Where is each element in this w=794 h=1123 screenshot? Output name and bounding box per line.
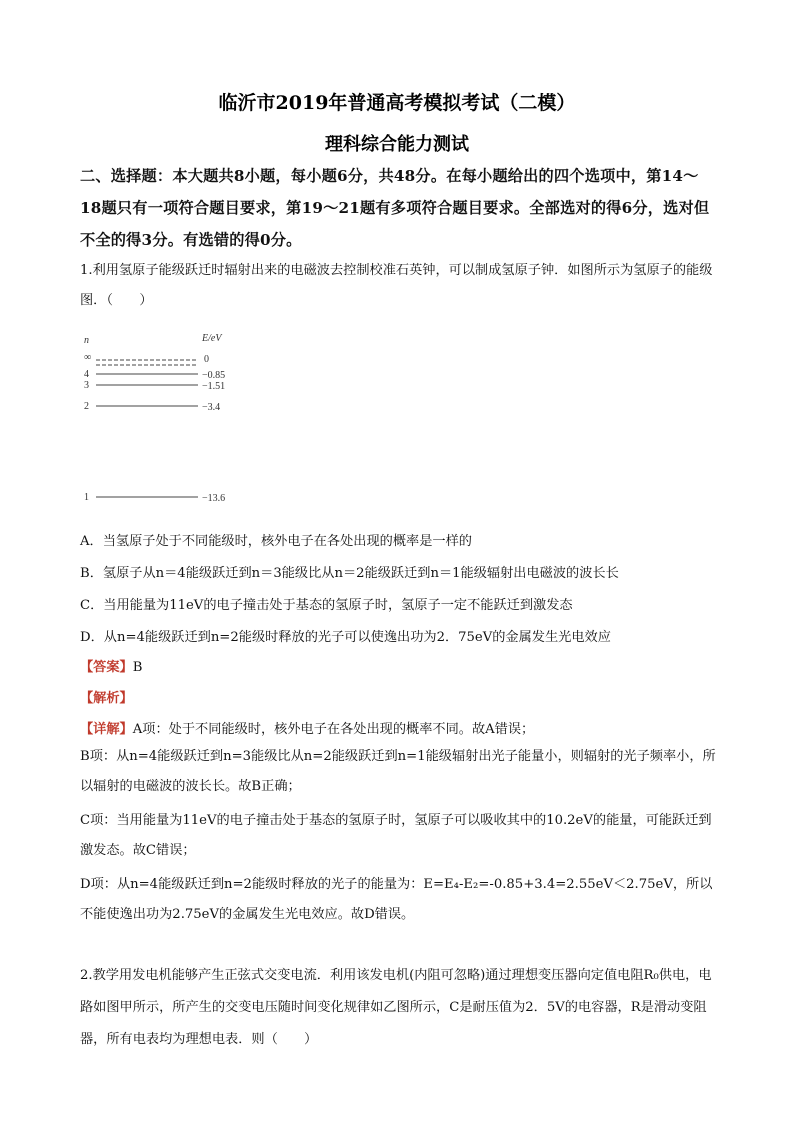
option-b: B．氢原子从n＝4能级跃迁到n＝3能级比从n＝2能级跃迁到n＝1能级辐射出电磁波的波长长 (80, 566, 619, 581)
analysis-line (80, 687, 133, 706)
answer-line (80, 656, 142, 675)
question-2-stem: 2.教学用发电机能够产生正弦式交变电流．利用该发电机(内阻可忽略)通过理想变压器向定值电阻R₀供电，电路如图甲所示，所产生的交变电压随时间变化规律如乙图所示，C是耐压值为2．5V的电容器，R是滑动变阻器，所有电表均为理想电表．则（ ） (80, 968, 712, 1047)
explanation-b: B项：从n=4能级跃迁到n=3能级比从n=2能级跃迁到n=1能级辐射出光子能量小，则辐射的光子频率小，所以辐射的电磁波的波长长。故B正确； (80, 749, 716, 794)
level-label-2: 2 (84, 401, 89, 412)
level-energy-inf: 0 (204, 354, 209, 365)
detail-line (80, 718, 534, 737)
analysis-tag: 【解析】 (80, 691, 133, 706)
level-label-1: 1 (84, 492, 89, 503)
level-energy-4: −0.85 (202, 370, 226, 381)
diagram-energy-label: E/eV (202, 333, 222, 344)
diagram-n-label: n (84, 335, 89, 346)
page-subtitle: 理科综合能力测试 (325, 134, 469, 155)
answer-tag: 【答案】 (80, 660, 133, 675)
level-label-3: 3 (84, 380, 89, 391)
level-energy-1: −13.6 (202, 493, 226, 504)
section-instructions: 二、选择题：本大题共8小题，每小题6分，共48分。在每小题给出的四个选项中，第14～18题只有一项符合题目要求，第19～21题有多项符合题目要求。全部选对的得6分，选对但不全的得3分。有选错的得0分。 (80, 167, 710, 249)
answer-value: B (132, 660, 143, 675)
explanation-c: C项：当用能量为11eV的电子撞击处于基态的氢原子时，氢原子可以吸收其中的10.2eV的能量，可能跃迁到激发态。故C错误； (80, 813, 712, 858)
option-d: D．从n=4能级跃迁到n=2能级时释放的光子可以使逸出功为2．75eV的金属发生光电效应 (80, 630, 611, 645)
question-1-stem: 1.利用氢原子能级跃迁时辐射出来的电磁波去控制校准石英钟，可以制成氢原子钟．如图所示为氢原子的能级图．（ ） (80, 263, 713, 308)
level-energy-2: −3.4 (202, 402, 221, 413)
level-label-4: 4 (84, 369, 89, 380)
level-label-n: ∞ (84, 352, 92, 363)
option-c: C．当用能量为11eV的电子撞击处于基态的氢原子时，氢原子一定不能跃迁到激发态 (80, 598, 573, 613)
option-a: A．当氢原子处于不同能级时，核外电子在各处出现的概率是一样的 (80, 534, 472, 549)
energy-level-diagram (80, 326, 280, 512)
explanation-a: A项：处于不同能级时，核外电子在各处出现的概率不同。故A错误； (132, 722, 535, 737)
detail-tag: 【详解】 (80, 722, 133, 737)
page-title: 临沂市2019年普通高考模拟考试（二模） (218, 92, 576, 114)
level-energy-3: −1.51 (202, 381, 226, 392)
explanation-d: D项：从n=4能级跃迁到n=2能级时释放的光子的能量为：E=E₄-E₂=-0.85+3.4=2.55eV＜2.75eV，所以不能使逸出功为2.75eV的金属发生光电效应。故D错误。 (80, 877, 713, 922)
